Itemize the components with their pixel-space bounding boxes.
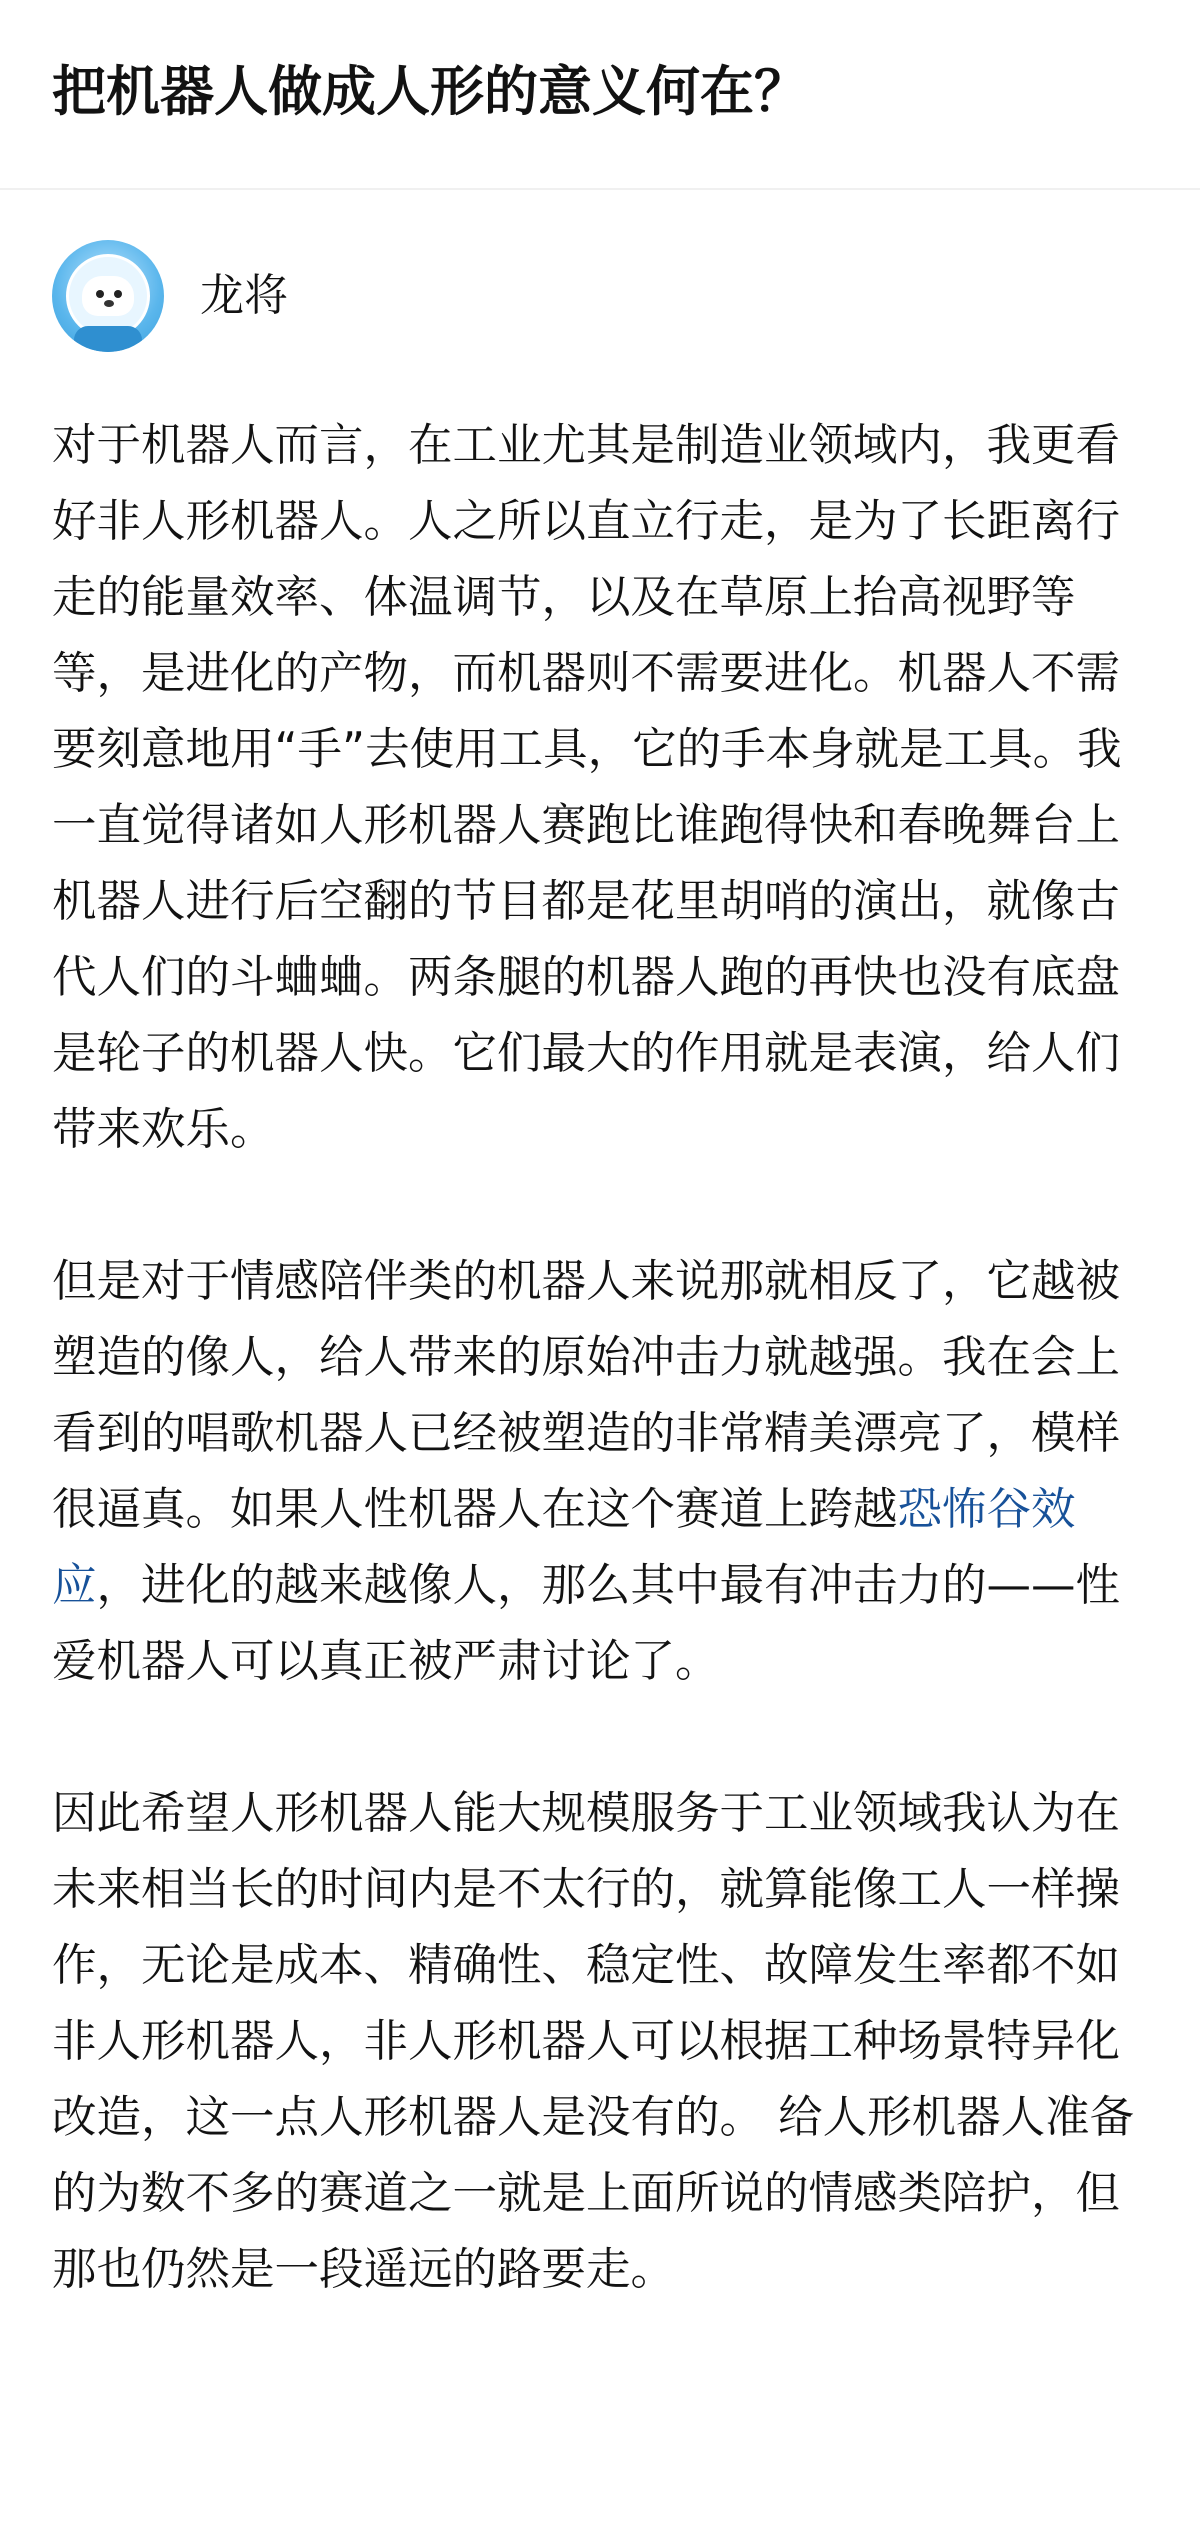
paragraph-2-text-after-link: ，进化的越来越像人，那么其中最有冲击力的——性爱机器人可以真正被严肃讨论了。 — [52, 1560, 1121, 1687]
avatar-nose — [104, 300, 114, 307]
paragraph-2-text-before-link: 但是对于情感陪伴类的机器人来说那就相反了，它越被塑造的像人，给人带来的原始冲击力就越强。我在会上看到的唱歌机器人已经被塑造的非常精美漂亮了，模样很逼真。如果人性机器人在这个赛道上跨越 — [52, 1256, 1121, 1535]
avatar-right-eye — [114, 290, 122, 298]
answer-paragraph-3: 因此希望人形机器人能大规模服务于工业领域我认为在未来相当长的时间内是不太行的，就算能像工人一样操作，无论是成本、精确性、稳定性、故障发生率都不如非人形机器人，非人形机器人可以根据工种场景特异化改造，这一点人形机器人是没有的。 给人形机器人准备的为数不多的赛道之一就是上面所说的情感类陪护，但那也仍然是一段遥远的路要走。 — [52, 1788, 1135, 2295]
avatar-face — [82, 276, 134, 316]
author-info — [0, 190, 1200, 352]
question-header — [0, 0, 1200, 190]
answer-paragraph-2 — [52, 1244, 1148, 1700]
answer-content — [0, 352, 1200, 2308]
avatar-suit — [74, 326, 142, 352]
uncanny-valley-link[interactable]: 恐怖谷效应 — [52, 1484, 1076, 1611]
answer-paragraph-1: 对于机器人而言，在工业尤其是制造业领域内，我更看好非人形机器人。人之所以直立行走，是为了长距离行走的能量效率、体温调节，以及在草原上抬高视野等等，是进化的产物，而机器则不需要进化。机器人不需要刻意地用“手”去使用工具，它的手本身就是工具。我一直觉得诸如人形机器人赛跑比谁跑得快和春晚舞台上机器人进行后空翻的节目都是花里胡哨的演出，就像古代人们的斗蛐蛐。两条腿的机器人跑的再快也没有底盘是轮子的机器人快。它们最大的作用就是表演，给人们带来欢乐。 — [52, 420, 1122, 1155]
question-title[interactable]: 把机器人做成人形的意义何在？ — [52, 60, 808, 123]
author-name[interactable]: 龙将 — [200, 270, 288, 321]
astronaut-dog-avatar-icon[interactable] — [52, 240, 164, 352]
avatar-left-eye — [96, 290, 104, 298]
